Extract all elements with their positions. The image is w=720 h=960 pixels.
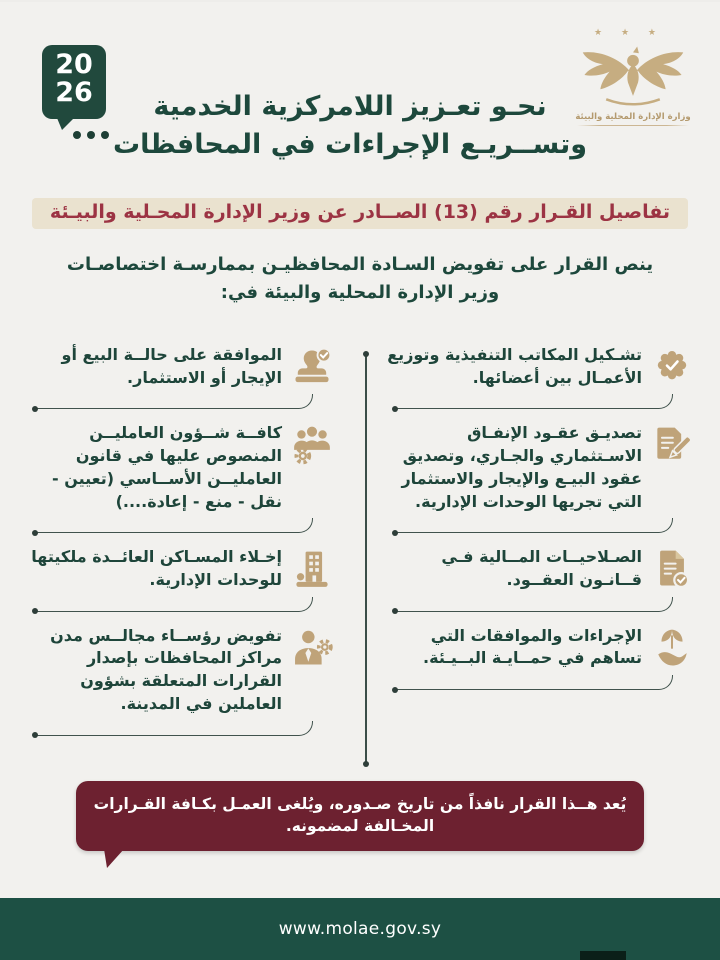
connector-line xyxy=(36,597,313,612)
year-line-1: 20 xyxy=(55,49,93,80)
title-line-2: وتســريـع الإجراءات في المحافظات xyxy=(112,129,588,161)
delegation-item-environment-protection xyxy=(386,625,694,736)
center-divider-line xyxy=(365,354,366,764)
item-text: الصـلاحيــات المــالية فـي قــانـون العقــود. xyxy=(441,547,642,590)
title-line-1: نحـو تعـزيز اللامركزية الخدمية xyxy=(153,91,547,122)
footer-dark-mark xyxy=(580,951,626,960)
effective-note-box xyxy=(76,781,644,851)
subtitle xyxy=(0,201,720,223)
connector-line xyxy=(36,394,313,409)
stamp-check-icon xyxy=(290,345,334,389)
connector-line xyxy=(396,518,673,533)
delegation-item-financial-powers xyxy=(386,546,694,611)
subtitle-text: تفاصيل القـرار رقم (13) الصــادر عن وزير الإدارة المحـلية والبيـئة xyxy=(32,198,688,229)
connector-line xyxy=(396,675,673,690)
item-text: كافــة شــؤون العامليــن المنصوص عليها في قانون العامليــن الأســاسي (تعيين - نقل - منع - إعادة....) xyxy=(52,423,282,511)
employees-gear-icon xyxy=(290,423,334,467)
delegations-grid xyxy=(26,344,694,782)
connector-line xyxy=(396,597,673,612)
hand-plant-icon xyxy=(650,626,694,670)
delegation-item-sale-rent-approval xyxy=(26,344,334,409)
note-tail xyxy=(104,849,124,868)
manager-gear-icon xyxy=(290,626,334,670)
delegation-item-contract-certification xyxy=(386,422,694,533)
connector-line xyxy=(396,394,673,409)
website-url: www.molae.gov.sy xyxy=(278,919,442,939)
delegation-item-city-council-heads xyxy=(26,625,334,736)
intro-text: ينص القرار على تفويض السـادة المحافظيـن بممارسـة اختصاصـات وزير الإدارة المحلية والبيئة في: xyxy=(66,254,654,303)
item-text: تصديـق عقـود الإنفـاق الاسـتثماري والجـاري، وتصديق عقود البيـع والإيجار والاستثمار التي تجريها الوحدات الإدارية. xyxy=(401,423,642,511)
note-text: يُعد هــذا القرار نافذاً من تاريخ صـدوره، ويُلغى العمـل بكـافة القـرارات المخـالفة لمضمونه. xyxy=(93,795,627,835)
page-title xyxy=(80,88,620,165)
connector-line xyxy=(36,518,313,533)
seal-check-icon xyxy=(650,345,694,389)
connector-line xyxy=(36,721,313,736)
footer-bar xyxy=(0,898,720,960)
delegation-item-employee-affairs xyxy=(26,422,334,533)
delegation-item-housing-eviction xyxy=(26,546,334,611)
logo-stars-icon: ★ ★ ★ xyxy=(594,28,664,38)
badge-tail xyxy=(57,118,74,130)
building-icon xyxy=(290,547,334,591)
item-text: تشـكيل المكاتب التنفيذية وتوزيع الأعمـال بين أعضائها. xyxy=(387,345,642,387)
document-check-icon xyxy=(650,547,694,591)
delegation-item-executive-offices xyxy=(386,344,694,409)
item-text: الموافقة على حالــة البيع أو الإيجار أو الاستثمار. xyxy=(61,345,282,387)
contract-pen-icon xyxy=(650,423,694,467)
item-text: الإجراءات والموافقات التي تساهم في حمــايـة البــيـئة. xyxy=(423,625,642,668)
item-text: إخـلاء المسـاكن العائــدة ملكيتها للوحدات الإدارية. xyxy=(31,547,282,590)
year-line-2: 26 xyxy=(55,76,93,108)
ministry-name: وزارة الإدارة المحلية والبيئة xyxy=(575,112,691,122)
item-text: تفويض رؤســاء مجالــس مدن مراكز المحافظات بإصدار القرارات المتعلقة بشؤون العاملين في المدينة. xyxy=(50,625,282,713)
